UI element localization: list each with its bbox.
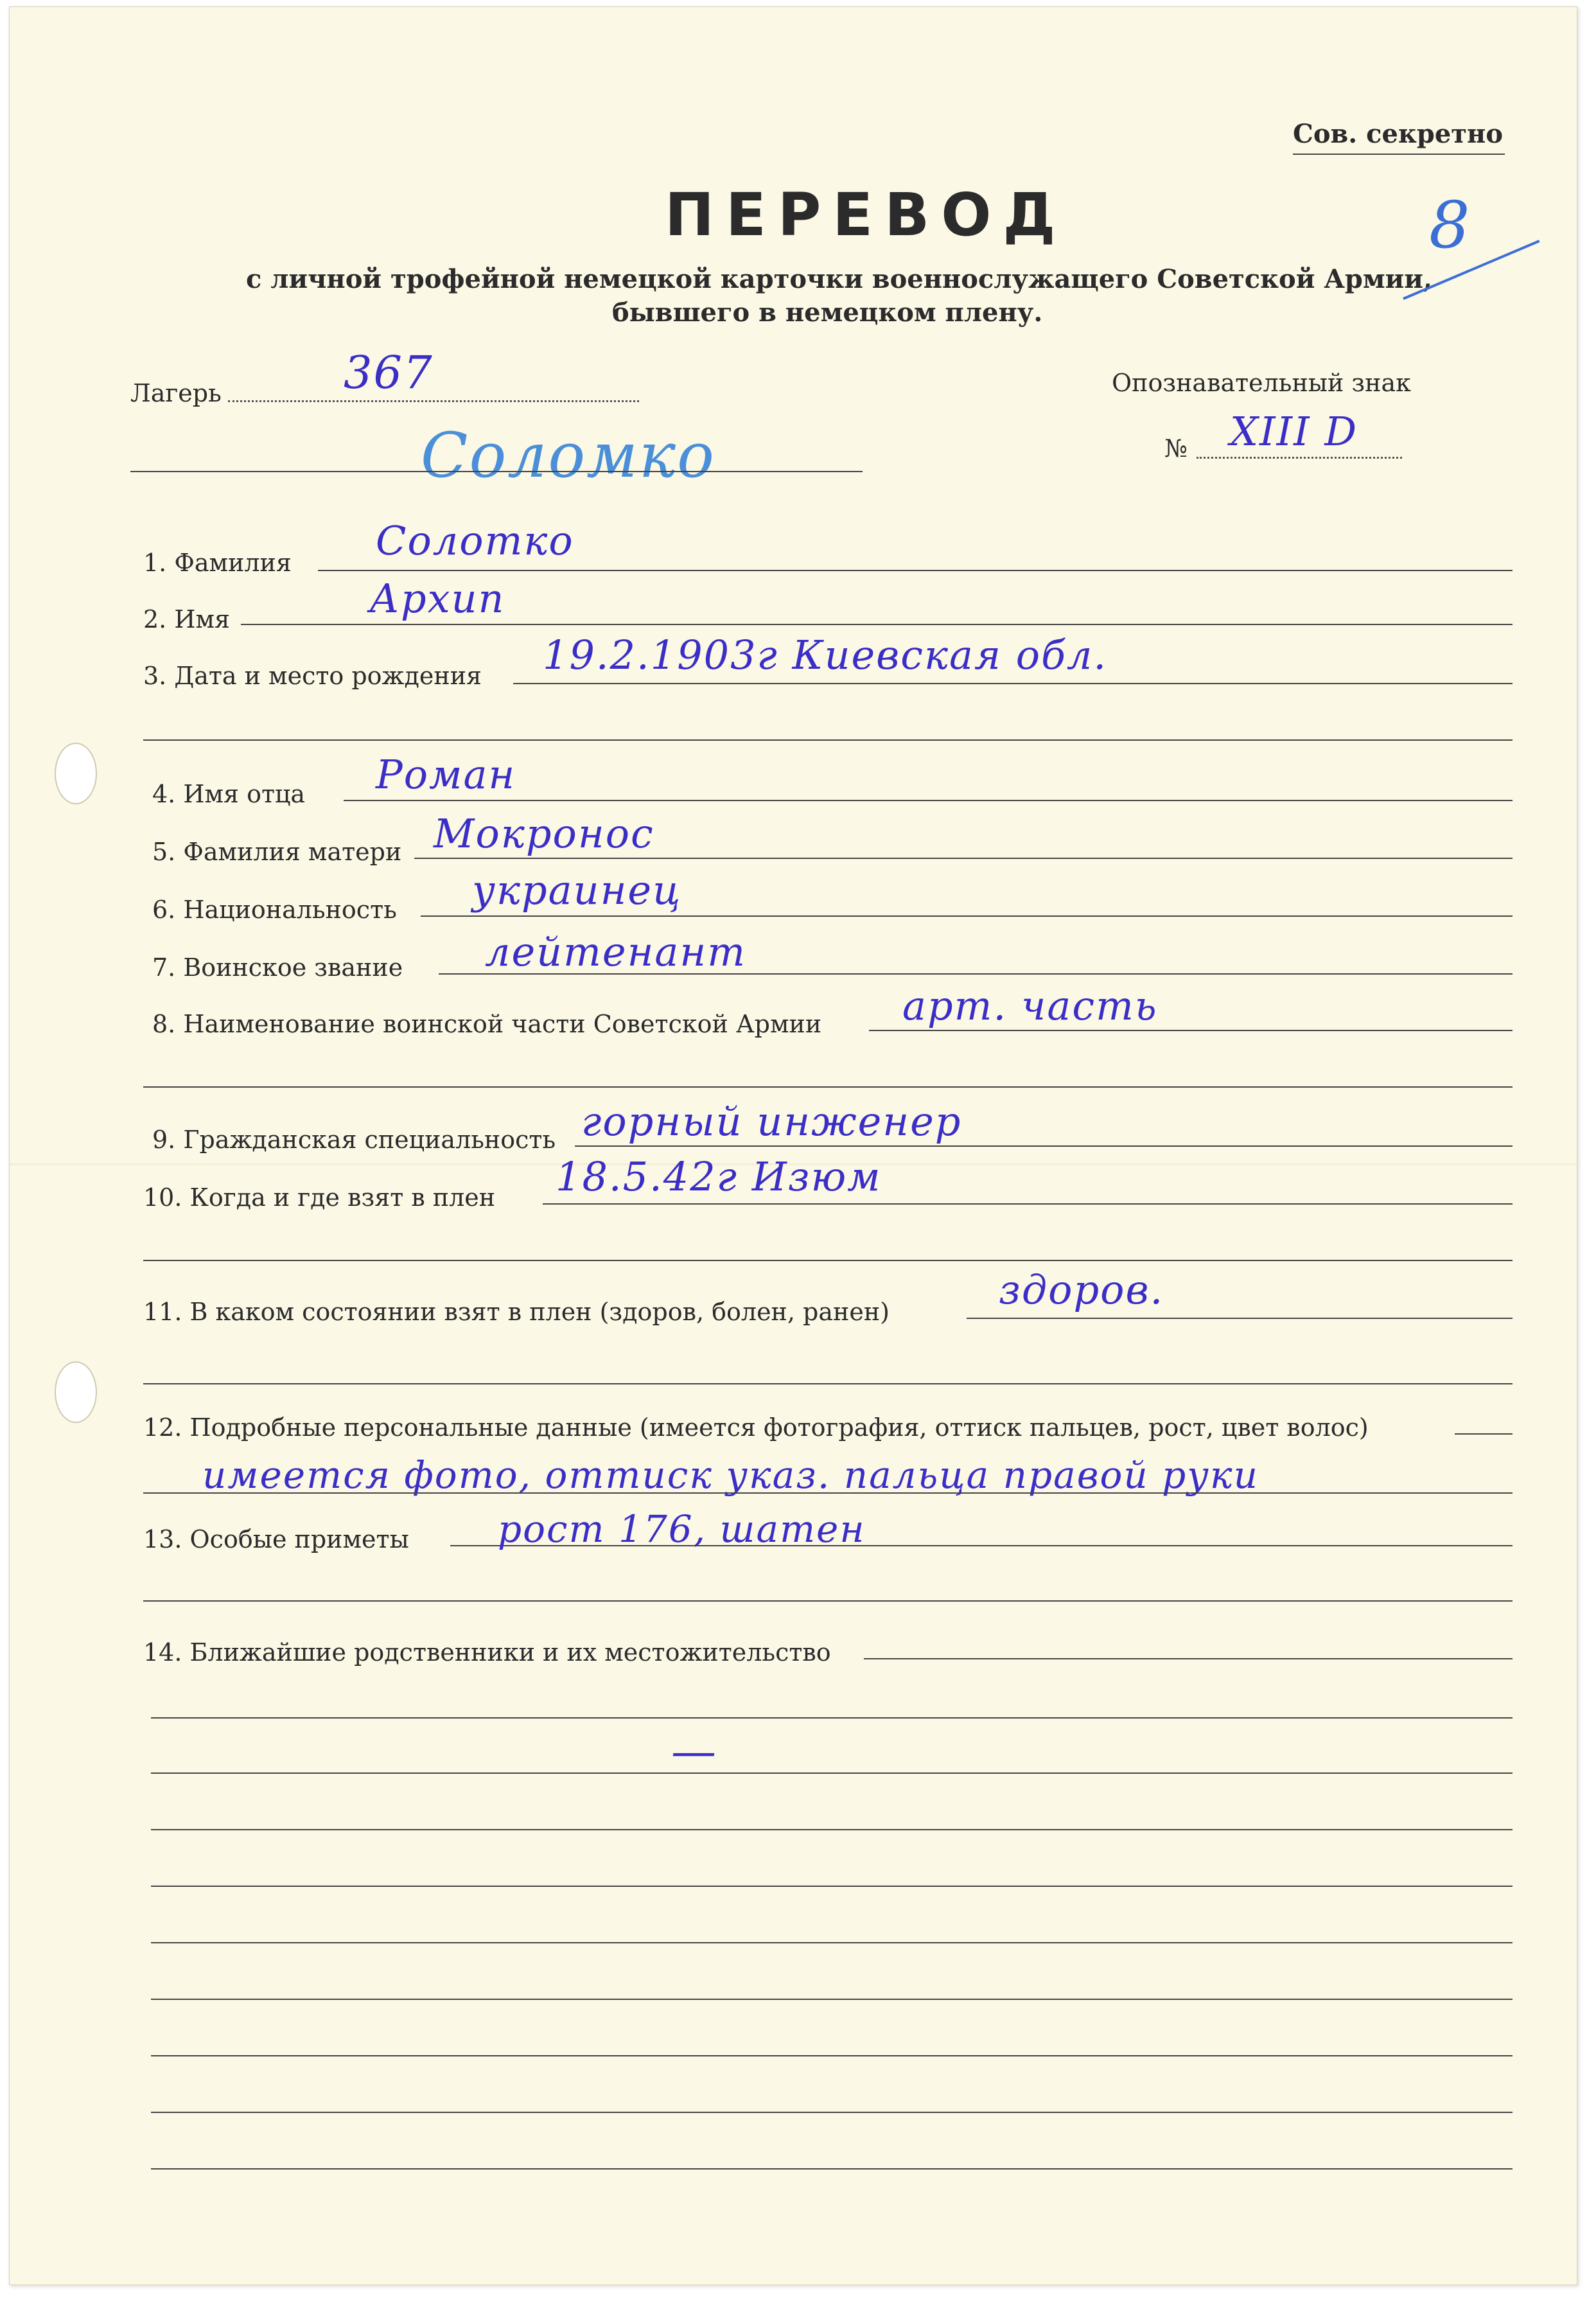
field-3-label: 3. Дата и место рождения <box>143 662 482 690</box>
classification-stamp: Сов. секретно <box>1293 119 1504 149</box>
field-14-line-2 <box>151 1717 1513 1719</box>
field-14-value: — <box>671 1725 717 1778</box>
field-14-line-10 <box>151 2168 1513 2170</box>
field-4-line <box>344 800 1513 801</box>
field-12-line <box>1455 1433 1513 1435</box>
field-14-line-9 <box>151 2112 1513 2113</box>
field-14-line <box>864 1658 1513 1659</box>
field-11-line <box>967 1318 1513 1319</box>
field-4-value: Роман <box>376 751 516 798</box>
field-14-line-7 <box>151 1999 1513 2000</box>
field-3-value: 19.2.1903г Киевская обл. <box>543 632 1108 678</box>
field-9-label: 9. Гражданская специальность <box>152 1126 556 1154</box>
field-14-line-6 <box>151 1942 1513 1943</box>
document-title: ПЕРЕВОД <box>665 181 1067 249</box>
field-10-line <box>543 1203 1513 1205</box>
id-tag-value: XIII D <box>1230 408 1358 455</box>
field-6-line <box>421 915 1513 917</box>
document-sheet <box>9 6 1577 2285</box>
field-14-line-5 <box>151 1886 1513 1887</box>
field-11-line-2 <box>143 1383 1513 1384</box>
field-5-label: 5. Фамилия матери <box>152 838 402 866</box>
punch-hole-lower <box>55 1361 97 1423</box>
field-13-line-2 <box>143 1600 1513 1602</box>
corner-number: 8 <box>1429 188 1471 263</box>
field-12-label: 12. Подробные персональные данные (имеется фотография, оттиск пальцев, рост, цвет волос) <box>143 1413 1369 1442</box>
field-2-line <box>241 624 1513 625</box>
field-14-line-3 <box>151 1772 1513 1774</box>
field-8-value: арт. часть <box>902 982 1158 1029</box>
field-1-line <box>318 570 1513 571</box>
surname-header-line <box>130 471 863 472</box>
field-8-line-2 <box>143 1086 1513 1088</box>
field-14-line-8 <box>151 2055 1513 2056</box>
field-11-label: 11. В каком состоянии взят в плен (здоров, болен, ранен) <box>143 1298 890 1326</box>
field-7-label: 7. Воинское звание <box>152 953 403 982</box>
field-3-line-2 <box>143 739 1513 741</box>
field-1-value: Солотко <box>376 517 574 564</box>
field-2-value: Архип <box>369 575 505 622</box>
field-14-line-4 <box>151 1829 1513 1830</box>
field-2-label: 2. Имя <box>143 605 231 633</box>
field-6-value: украинец <box>472 867 682 914</box>
camp-line <box>228 400 639 402</box>
field-14-label: 14. Ближайшие родственники и их местожительство <box>143 1638 831 1666</box>
id-tag-line <box>1197 457 1402 459</box>
punch-hole-upper <box>55 743 97 804</box>
document-subtitle-line1: с личной трофейной немецкой карточки военнослужащего Советской Армии, <box>246 264 1432 294</box>
field-10-value: 18.5.42г Изюм <box>556 1153 882 1200</box>
camp-value: 367 <box>344 346 434 399</box>
field-4-label: 4. Имя отца <box>152 780 306 808</box>
field-10-label: 10. Когда и где взят в плен <box>143 1183 496 1212</box>
field-6-label: 6. Национальность <box>152 896 397 924</box>
field-9-line <box>575 1145 1513 1147</box>
field-13-value: рост 176, шатен <box>498 1507 866 1551</box>
field-7-value: лейтенант <box>485 928 747 975</box>
field-11-value: здоров. <box>999 1266 1164 1313</box>
id-tag-label: Опознавательный знак <box>1112 369 1411 397</box>
field-8-line <box>869 1030 1513 1031</box>
surname-header-value: Соломко <box>421 420 715 491</box>
document-subtitle-line2: бывшего в немецком плену. <box>612 297 1043 328</box>
field-12-line-2 <box>143 1492 1513 1494</box>
field-13-label: 13. Особые приметы <box>143 1525 409 1553</box>
field-5-line <box>414 858 1513 859</box>
field-1-label: 1. Фамилия <box>143 549 292 577</box>
field-9-value: горный инженер <box>581 1098 962 1145</box>
camp-label: Лагерь <box>130 379 222 407</box>
field-10-line-2 <box>143 1260 1513 1261</box>
id-tag-no-label: № <box>1164 434 1188 463</box>
field-8-label: 8. Наименование воинской части Советской Армии <box>152 1010 822 1038</box>
field-5-value: Мокронос <box>434 810 654 857</box>
field-3-line <box>513 683 1513 684</box>
field-12-value: имеется фото, оттиск указ. пальца правой руки <box>202 1453 1259 1497</box>
classification-underline <box>1293 154 1505 155</box>
